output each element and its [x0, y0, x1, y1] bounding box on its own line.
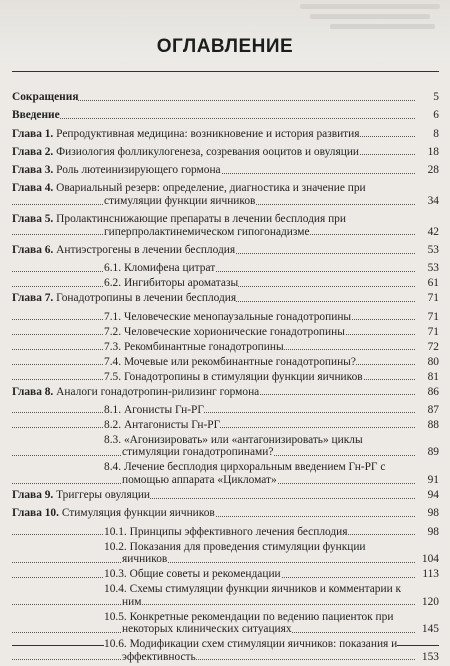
toc-entry-title: Конкретные рекомендации по ведению пациенток при некоторых клинических ситуациях — [122, 610, 394, 636]
toc-page-number: 87 — [427, 403, 439, 416]
toc-entry[interactable] — [12, 419, 439, 432]
toc-entry-title: Роль лютеинизирующего гормона — [56, 164, 221, 177]
toc-entry-number: 10.1. — [104, 525, 127, 538]
toc-entry-number: 10.6. — [104, 638, 127, 651]
toc-entry-heading — [104, 341, 439, 354]
toc-entry[interactable] — [12, 182, 439, 207]
toc-entry-heading — [12, 164, 439, 177]
toc-entry[interactable] — [12, 244, 439, 257]
toc-entry[interactable] — [12, 341, 439, 354]
toc-entry-title: Схемы стимуляции функции яичников и комментарии к ним — [122, 583, 402, 608]
toc-page-number: 98 — [427, 525, 439, 538]
toc-entry[interactable] — [12, 326, 439, 339]
toc-entry-title: Человеческие менопаузальные гонадотропины — [123, 310, 352, 323]
toc-page-number: 86 — [427, 385, 439, 398]
toc-entry-heading — [12, 386, 439, 399]
toc-entry-heading — [104, 583, 439, 608]
toc-entry-number: Глава 3. — [12, 164, 54, 177]
toc-page-number: 145 — [421, 623, 439, 636]
toc-page-number: 42 — [427, 225, 439, 238]
toc-page-number: 6 — [433, 109, 439, 122]
toc-entry[interactable] — [12, 356, 439, 369]
toc-entry[interactable] — [12, 109, 439, 122]
toc-entry-heading — [104, 638, 439, 663]
toc-entry-number: Глава 10. — [12, 507, 59, 520]
toc-entry-heading — [104, 371, 439, 384]
toc-page-number: 91 — [427, 474, 439, 487]
toc-entry-heading — [12, 109, 439, 122]
toc-entry-title: Физиология фолликулогенеза, созревания ооцитов и овуляции — [56, 145, 360, 158]
page-title: ОГЛАВЛЕНИЕ — [156, 36, 294, 57]
toc-page-number: 89 — [427, 446, 439, 459]
toc-entry-number: Глава 4. — [12, 182, 54, 195]
toc-entry[interactable] — [12, 434, 439, 459]
toc-entry[interactable] — [12, 292, 439, 305]
toc-entry-title: Триггеры овуляции — [56, 489, 151, 502]
toc-page-number: 53 — [427, 244, 439, 257]
toc-entry-title: «Агонизировать» или «антагонизировать» циклы стимуляции гонадотропинами? — [122, 433, 363, 459]
toc-entry-heading — [104, 611, 439, 636]
toc-entry-heading — [104, 356, 439, 369]
toc-entry-title: Репродуктивная медицина: возникновение и история развития — [56, 127, 360, 140]
toc-entry-number: 7.4. — [104, 355, 122, 368]
toc-page-number: 98 — [427, 507, 439, 520]
toc-entry[interactable] — [12, 638, 439, 663]
toc-entry-title: Овариальный резерв: определение, диагностика и значение при стимуляции функции яичников — [56, 182, 366, 207]
toc-entry[interactable] — [12, 277, 439, 290]
toc-entry-title: Показания для проведения стимуляции функции яичников — [122, 540, 366, 566]
toc-entry-heading — [12, 146, 439, 159]
toc-entry-heading — [104, 311, 439, 324]
toc-page-number: 5 — [433, 91, 439, 103]
toc-entry[interactable] — [12, 583, 439, 608]
toc-entry-number: 7.3. — [104, 340, 122, 353]
toc-entry-heading — [104, 262, 439, 275]
toc-entry[interactable] — [12, 404, 439, 417]
toc-page-number: 88 — [427, 418, 439, 431]
toc-entry-number: 7.5. — [104, 370, 122, 383]
toc-entry-heading — [12, 507, 439, 520]
toc-entry-title: Пролактинснижающие препараты в лечении бесплодия при гиперпролактинемическом гипогонадизме — [56, 213, 346, 238]
toc-entry[interactable] — [12, 371, 439, 384]
toc-entry[interactable] — [12, 91, 439, 104]
toc-page-number: 104 — [421, 553, 439, 566]
toc-entry-number: Глава 2. — [12, 145, 54, 158]
toc-entry-title: Аналоги гонадотропин-рилизинг гормона — [56, 385, 260, 398]
toc-entry[interactable] — [12, 461, 439, 486]
toc-entry[interactable] — [12, 507, 439, 520]
toc-entry-title: Агонисты Гн-РГ — [123, 403, 204, 416]
toc-entry-title: Рекомбинантные гонадотропины — [123, 340, 284, 353]
toc-entry-title: Лечение бесплодия цирхоральным введением Гн-РГ с помощью аппарата «Цикломат» — [122, 461, 386, 487]
toc-entry-heading — [104, 526, 439, 539]
toc-entry-number: 7.2. — [104, 325, 122, 338]
toc-entry[interactable] — [12, 262, 439, 275]
toc-page-number: 72 — [427, 340, 439, 353]
toc-entry-heading — [12, 128, 439, 141]
toc-page-number: 94 — [427, 489, 439, 502]
toc-entry-title: Мочевые или рекомбинантные гонадотропины? — [123, 355, 356, 368]
toc-entry[interactable] — [12, 489, 439, 502]
toc-page-number: 71 — [427, 310, 439, 323]
toc-entry[interactable] — [12, 213, 439, 238]
toc-entry-heading — [104, 568, 439, 581]
toc-entry-heading — [104, 419, 439, 432]
toc-entry-number: 7.1. — [104, 310, 122, 323]
toc-entry-title: Гонадотропины в стимуляции функции яичников — [123, 370, 363, 383]
toc-entry-heading — [104, 434, 439, 459]
toc-entry-title: Человеческие хорионические гонадотропины — [123, 325, 345, 338]
toc-entry[interactable] — [12, 526, 439, 539]
toc-entry[interactable] — [12, 146, 439, 159]
toc-page-number: 71 — [427, 292, 439, 305]
toc-entry-heading — [104, 461, 439, 486]
toc-entry-number: 10.4. — [104, 583, 127, 596]
toc-entry-number: 8.2. — [104, 418, 122, 431]
toc-entry-title: Антагонисты Гн-РГ — [123, 418, 221, 431]
toc-entry[interactable] — [12, 568, 439, 581]
toc-entry[interactable] — [12, 128, 439, 141]
toc-entry-number: 6.1. — [104, 262, 122, 275]
toc-entry-title: Общие советы и рекомендации — [129, 568, 281, 581]
toc-entry-number: 10.5. — [104, 610, 127, 623]
toc-page-number: 8 — [433, 127, 439, 140]
toc-entry-number: 8.1. — [104, 403, 122, 416]
toc-page-number: 153 — [421, 650, 439, 663]
toc-entry-number: Глава 1. — [12, 127, 54, 140]
toc-page-number: 18 — [427, 145, 439, 158]
top-rule — [12, 71, 439, 72]
toc-entry-heading — [12, 182, 439, 207]
toc-entry-number: Глава 7. — [12, 292, 54, 305]
toc-entry-heading — [12, 292, 439, 305]
toc-entry-title: Антиэстрогены в лечении бесплодия — [56, 244, 236, 257]
toc-entry-title: Кломифена цитрат — [123, 262, 216, 275]
toc-entry-heading — [104, 404, 439, 417]
toc-page-number: 71 — [427, 325, 439, 338]
toc-entry-number: Сокращения — [12, 91, 79, 103]
toc-entry[interactable] — [12, 541, 439, 566]
toc-page-number: 120 — [421, 595, 439, 608]
toc-entry[interactable] — [12, 164, 439, 177]
toc-entry-heading — [104, 326, 439, 339]
toc-entry-number: Введение — [12, 109, 60, 122]
toc-page-number: 34 — [427, 195, 439, 207]
toc-entry-title: Ингибиторы ароматазы — [123, 277, 239, 290]
toc-page-number: 53 — [427, 262, 439, 275]
toc-entry-heading — [104, 541, 439, 566]
toc-entry-number: 10.2. — [104, 540, 127, 553]
toc-entry-title: Модификации схем стимуляции яичников: показания и эффективность — [122, 638, 398, 663]
toc-entry-heading — [12, 91, 439, 104]
toc-entry-number: Глава 5. — [12, 213, 54, 226]
toc-entry-number: Глава 9. — [12, 489, 54, 502]
toc-page-number: 61 — [427, 277, 439, 290]
toc-entry-title: Стимуляция функции яичников — [61, 507, 215, 520]
toc-entry-heading — [12, 489, 439, 502]
toc-entry[interactable] — [12, 311, 439, 324]
toc-entry[interactable] — [12, 386, 439, 399]
toc-page-number: 81 — [427, 370, 439, 383]
toc-entry-title: Принципы эффективного лечения бесплодия — [129, 525, 348, 538]
table-of-contents — [12, 91, 439, 666]
toc-entry-title: Гонадотропины в лечении бесплодия — [56, 292, 237, 305]
toc-entry-number: 8.3. — [104, 433, 122, 446]
toc-page-number: 80 — [427, 355, 439, 368]
toc-entry-number: Глава 8. — [12, 385, 54, 398]
toc-entry-heading — [12, 244, 439, 257]
toc-page-number: 113 — [422, 568, 439, 581]
toc-page-number: 28 — [427, 164, 439, 177]
toc-entry-number: 8.4. — [104, 461, 122, 474]
toc-entry[interactable] — [12, 611, 439, 636]
toc-entry-number: Глава 6. — [12, 244, 54, 257]
toc-entry-heading — [104, 277, 439, 290]
toc-entry-heading — [12, 213, 439, 238]
toc-entry-number: 10.3. — [104, 568, 127, 581]
toc-entry-number: 6.2. — [104, 277, 122, 290]
